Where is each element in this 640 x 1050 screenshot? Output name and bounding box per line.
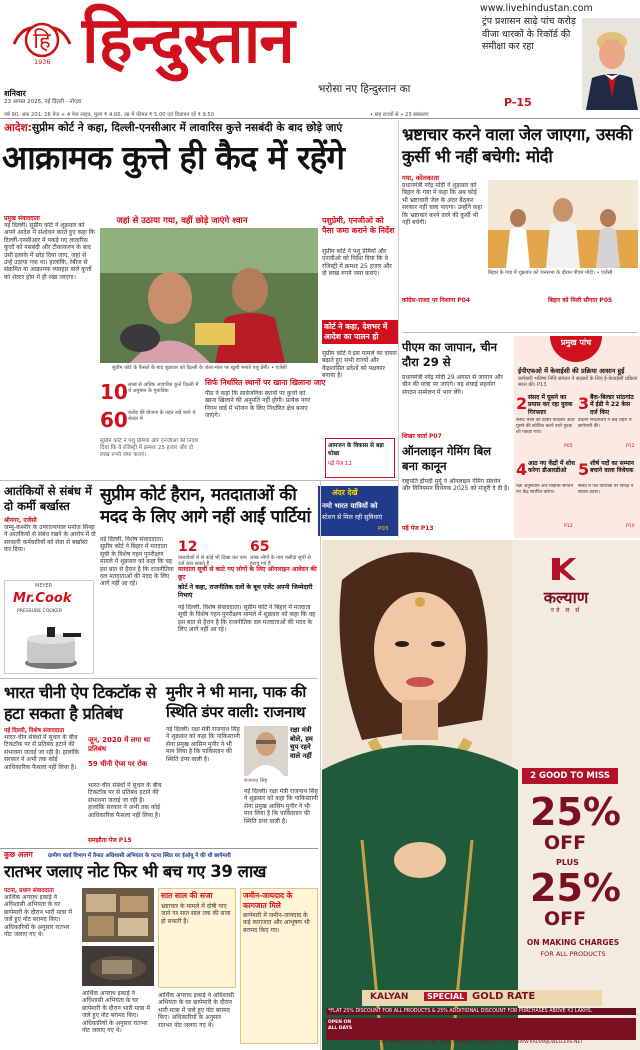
sc-stat1 (178, 536, 248, 567)
lead-byline: प्रमुख संवाददाता (4, 215, 40, 222)
lead-side-head: पशुप्रेमी, एनजीओ को पैसा जमा कराने के निर्देश (322, 216, 395, 235)
masthead (0, 0, 640, 109)
munir-body2: नई दिल्ली। रक्षा मंत्री राजनाथ सिंह ने शुक्रवार को कहा कि पाकिस्तानी सेना प्रमुख आसिम मुनीर ने भी मान लिया है कि पाकिस्तान की स्थिति डंपर वाली है। (244, 788, 318, 825)
lead-cont-col1 (100, 438, 200, 478)
kicker-label: आदेश: (4, 122, 32, 134)
kuch-alag-label: कुछ अलग (4, 850, 33, 859)
item-ref: P05 (564, 444, 573, 449)
left-story-headline[interactable]: आतंकियों से संबंध में दो कर्मी बर्खास्त (4, 484, 92, 513)
modi-refer[interactable]: कांग्रेस-राजद पर निशाना P04 (402, 297, 471, 304)
masthead-divider (0, 118, 640, 119)
pramukh-item-4[interactable] (516, 460, 576, 532)
kalyan-ad[interactable] (322, 540, 640, 1050)
pramukh-item-5[interactable] (578, 460, 638, 532)
mrcook-ad[interactable] (4, 580, 94, 674)
gaming-refer[interactable]: पढ़ें पेज P13 (402, 525, 434, 532)
china-bullet2: 59 चीनी ऐप्स पर रोक (88, 760, 148, 768)
china-bullet1: जून, 2020 में लगा था प्रतिबंध (88, 736, 150, 753)
info-line: वर्ष 90, अंक 201, 16 पेज + 4 पेज लाइव, मूल्य ₹ 4.00, उप्र में कीमत ₹ 5.00 एवं विज्ञापन दरें ₹ 9.50 (4, 112, 215, 118)
sc-stat1-number: 12 (178, 539, 198, 555)
day-label: शनिवार (4, 89, 26, 98)
kalyan-brand-sub: ज्वे ल र्स (550, 607, 582, 614)
item-body: संसद भवन की दीवार फांदकर अंदर घुसने की कोशिश करने वाले युवक को पकड़ा गया। (516, 418, 575, 435)
lead-cont-text: सुप्रीम कोर्ट ने पशु प्रेमियों और एनजीओ को निर्देश दिया कि वे रजिस्ट्री में क्रमशः 25 हजार और दो लाख रुपये जमा कराएं। (100, 438, 199, 458)
left-story-byline: श्रीनगर, एजेंसी (4, 517, 37, 524)
store-list (326, 1018, 636, 1040)
mrcook-brand: Mr.Cook (13, 591, 72, 606)
masthead-tagline: भरोसा नए हिन्दुस्तान का (318, 83, 411, 95)
gold-rate-banner (362, 990, 602, 1006)
offer-making: ON MAKING CHARGES (526, 938, 620, 947)
offer-plus: PLUS (556, 858, 579, 867)
sc-body: नई दिल्ली, विशेष संवाददाता। सुप्रीम कोर्ट ने बिहार में मतदाता सूची के विशेष गहन पुनरीक्षण मामले में शुक्रवार को कहा कि वह इस बात से हैरान है कि राजनीतिक दल मतदाताओं की मदद के लिए आगे नहीं आ रहे। (100, 536, 174, 588)
lead-side-body: सुप्रीम कोर्ट ने पशु प्रेमियों और एनजीओ को निर्देश दिया कि वे रजिस्ट्री में क्रमशः 25 हजार और दो लाख रुपये जमा कराएं। (322, 248, 392, 278)
item-head: आठ नए केंद्रों में शोध करेगा डीआरडीओ (528, 460, 575, 475)
kuch-box1[interactable] (158, 888, 236, 988)
pramukh-item-2[interactable] (516, 394, 576, 450)
website-url[interactable]: www.livehindustan.com (480, 3, 593, 14)
column-rule-1 (398, 120, 399, 538)
sc-headline[interactable]: सुप्रीम कोर्ट हैरान, मतदाताओं की मदद के लिए आगे नहीं आईं पार्टियां (100, 485, 311, 527)
open-label: OPEN ON ALL DAYS (328, 1020, 353, 1031)
item-head: बैंक-बिल्डर सांठगांठ में ईडी ने 22 केस दर्ज किए (590, 394, 634, 416)
footer-brand: KALYAN (370, 992, 409, 1002)
china-byline: नई दिल्ली, विशेष संवाददाता (4, 728, 65, 734)
info-right: • छह राज्यों से • 23 संस्करण (370, 112, 429, 118)
china-refer[interactable]: समझौता पेज P15 (88, 837, 132, 844)
logo-year: 1936 (34, 58, 51, 66)
kuch-box1-head: सात साल की सजा (161, 891, 213, 900)
lead-kicker[interactable] (4, 121, 396, 135)
item-number: 5 (578, 460, 590, 479)
kuch-box2-head: जमीन-जायदाद के कागजात मिले (243, 891, 293, 910)
kuch-box2-body: छापेमारी में जमीन-जायदाद के कई कागजात और आभूषण भी बरामद किए गए। (243, 912, 310, 934)
kuch-alag-headline[interactable]: रातभर जलाए नोट फिर भी बच गए 39 लाख (4, 862, 266, 881)
footer-rate: GOLD RATE (472, 991, 536, 1002)
modi-refer2[interactable]: बिहार को मिली सौगात P05 (548, 297, 613, 304)
kuch-alag-text: ग्रामीण कार्य विभाग में तैनात अधिशासी अभियंता के पटना स्थित घर ईओयू ने की थी छापेमारी (48, 853, 231, 859)
lead-side-head2: कोर्ट ने कहा, देशभर में आदेश का पालन हो (322, 320, 398, 344)
lead-body: नई दिल्ली। सुप्रीम कोर्ट ने शुक्रवार को अपने आदेश में संशोधन करते हुए कहा कि दिल्ली-एनसीआर में पकड़े गए लावारिस कुत्तों को नसबंदी और टीकाकरण के बाद उसी इलाके में छोड़ दिया जाए, जहां से उन्हें उठाया गया था। हालांकि, रेबीज से संक्रमित या आक्रामक व्यवहार वाले कुत्तों को शेल्टर होम में ही रखा जाएगा। (4, 222, 95, 281)
sc-stat2-number: 65 (250, 539, 270, 555)
row-rule-1 (0, 480, 398, 481)
munir-headline[interactable]: मुनीर ने भी माना, पाक की स्थिति डंपर वाली: राजनाथ (166, 683, 306, 721)
sc-stat2-text: लाख लोगों के नाम मसौदा सूची से हटाए गए हैं (250, 555, 311, 568)
footer-contact[interactable]: FOR MORE DETAILS, TOLL FREE NUMBER: 1800 425 7333 | WWW.KALYANJEWELLERS.NET (378, 1040, 584, 1045)
offer1-off: OFF (544, 832, 587, 854)
notes-photo-2 (82, 946, 154, 986)
stat2-number: 60 (100, 408, 128, 432)
pramukh-intro-body: कर्मचारी भविष्य निधि संगठन ने सदस्यों के लिए ई-केवाईसी प्रक्रिया सरल की। P13 (518, 376, 638, 389)
munir-body: नई दिल्ली। रक्षा मंत्री राजनाथ सिंह ने शुक्रवार को कहा कि पाकिस्तानी सेना प्रमुख आसिम मुनीर ने भी मान लिया है कि पाकिस्तान की स्थिति डंपर वाली है। (166, 726, 240, 763)
mrcook-brand-top: MEYER (35, 583, 53, 589)
offer1: 25% (530, 790, 621, 834)
burnt-notes-photo (82, 888, 154, 942)
rajnath-photo (244, 726, 288, 776)
offer2-off: OFF (544, 908, 587, 930)
horizontal-rule-1 (0, 678, 318, 679)
date-line: 23 अगस्त 2025, नई दिल्ली - नोएडा (4, 99, 82, 105)
sc-stat1-text: दस्तावेजों में से कोई भी दिखा कर नाम दर्ज करा सकते हैं (178, 555, 247, 568)
lead-box[interactable] (325, 438, 395, 478)
modi-body: प्रधानमंत्री नरेंद्र मोदी ने शुक्रवार को बिहार के गया में कहा कि अब कोई भी भ्रष्टाचारी जेल के अंदर बैठकर सरकार नहीं चला पाएगा। उन्होंने कहा कि भ्रष्टाचार करने वाले की कुर्सी भी नहीं बचेगी। (402, 182, 483, 227)
stat2-text: करोड़ की योजना के तहत रखे जाने थे शेल्टर में (128, 410, 196, 423)
andar-line2: स्टेशन से मिल रही सुविधाएं (322, 514, 383, 521)
gaming-body: राष्ट्रपति द्रौपदी मुर्मू ने ऑनलाइन गेमिंग संवर्धन और विनियमन विधेयक 2025 को मंजूरी दे दी है। (402, 478, 510, 493)
andar-line1: नमो भारत यात्रियों को (322, 502, 378, 510)
item-body: रक्षा अनुसंधान और विकास संगठन नए केंद्र स्थापित करेगा। (516, 484, 573, 495)
promo-text: ट्रंप प्रशासन साढ़े पांच करोड़ वीजा धारकों के रिकॉर्ड की समीक्षा कर रहा (482, 16, 576, 52)
lead-side-body2: सुप्रीम कोर्ट ने इस मामले का दायरा बढ़ाते हुए सभी राज्यों और केंद्रशासित प्रदेशों को पक्षकार बनाया है। (322, 350, 397, 380)
japan-refer[interactable]: शिखर वार्ता P07 (402, 433, 442, 440)
kuch-alag-body: आर्थिक अपराध इकाई ने अधिशासी अभियंता के घर छापेमारी के दौरान भारी मात्रा में जले हुए नोट बरामद किए। अधिकारियों के अनुसार रातभर नोट जलाए गए थे। (4, 894, 72, 939)
china-headline[interactable]: भारत चीनी ऐप टिकटॉक से हटा सकता है प्रतिबंध (4, 683, 157, 723)
modi-photo (488, 180, 638, 268)
stat1-number: 10 (100, 380, 128, 404)
lead-photo-caption: सुप्रीम कोर्ट के फैसले के बाद शुक्रवार को दिल्ली के जंतर-मंतर पर खुशी मनाते पशु प्रेमी। • एजेंसी (112, 365, 287, 371)
left-story-body: जम्मू-कश्मीर के उपराज्यपाल मनोज सिन्हा ने आतंकियों से संबंध रखने के आरोप में दो सरकारी कर्मचारियों को सेवा से बर्खास्त कर दिया। (4, 524, 96, 554)
lead-headline[interactable]: आक्रामक कुत्ते ही कैद में रहेंगे (2, 138, 345, 177)
promo-page: P-15 (504, 96, 532, 109)
footer-special: SPECIAL (424, 992, 467, 1001)
offer-for-all: FOR ALL PRODUCTS (540, 950, 606, 958)
kuch-alag-byline: पटना, प्रधान संवाददाता (4, 888, 54, 894)
sc-body2: नई दिल्ली, विशेष संवाददाता। सुप्रीम कोर्ट ने बिहार में मतदाता सूची के विशेष गहन पुनरीक्षण मामले में शुक्रवार को कहा कि वह इस बात से हैरान है कि राजनीतिक दल मतदाताओं की मदद के लिए आगे नहीं आ रहे। (178, 604, 316, 634)
item-number: 2 (516, 394, 528, 413)
column-rule-2 (320, 480, 321, 1050)
fine-print: *FLAT 25% DISCOUNT FOR ALL PRODUCTS & 25% ADDITIONAL DISCOUNT FOR PURCHASES ABOVE ₹2 LAKHS. (326, 1008, 636, 1015)
lead-box-line2: पढ़ें पेज 12 (328, 461, 352, 467)
japan-headline[interactable]: पीएम का जापान, चीन दौरा 29 से (402, 340, 498, 369)
item-body: संसद में पेश विधेयक पर विपक्ष ने सवाल उठाए। (578, 484, 634, 495)
modi-divider (402, 332, 638, 333)
lead-photo (100, 228, 318, 363)
modi-headline[interactable]: भ्रष्टाचार करने वाला जेल जाएगा, उसकी कुर्सी भी नहीं बचेगी: मोदी (402, 125, 633, 166)
sc-stat2 (250, 536, 318, 567)
kuch-box2[interactable] (240, 888, 318, 1044)
newspaper-logo (10, 10, 74, 76)
item-ref: P10 (626, 524, 635, 529)
lead-mid-head: सिर्फ निर्धारित स्थानों पर खाना खिलाना जाए (205, 378, 326, 387)
modi-photo-caption: बिहार के गया में शुक्रवार को जनसभा के दौरान पीएम मोदी। • एजेंसी (488, 270, 613, 276)
svg-text:हि: हि (33, 29, 51, 54)
promo-box[interactable] (480, 16, 640, 114)
kicker-text: सुप्रीम कोर्ट ने कहा, दिल्ली-एनसीआर में लावारिस कुत्ते नसबंदी के बाद छोड़े जाएं (31, 122, 343, 134)
kuch-alag-body3: आर्थिक अपराध इकाई ने अधिशासी अभियंता के घर छापेमारी के दौरान भारी मात्रा में जले हुए नोट बरामद किए। अधिकारियों के अनुसार रातभर नोट जलाए गए थे। (158, 992, 234, 1029)
china-body: भारत-चीन संबंधों में सुधार के बीच टिकटॉक पर से प्रतिबंध हटाने की संभावना जताई जा रही है। हालांकि सरकार ने अभी तक कोई आधिकारिक फैसला नहीं लिया है। (4, 734, 80, 771)
modi-byline: गया, कोलकाता (402, 174, 439, 182)
china-body2: भारत-चीन संबंधों में सुधार के बीच टिकटॉक पर से प्रतिबंध हटाने की संभावना जताई जा रही है। हालांकि सरकार ने अभी तक कोई आधिकारिक फैसला नहीं लिया है। (88, 782, 162, 819)
andar-ref: P03 (378, 526, 389, 532)
item-ref: P12 (564, 524, 573, 529)
mrcook-sub: PRESSURE COOKER (17, 609, 63, 614)
trump-photo (582, 18, 640, 110)
kalyan-logo-icon (548, 554, 578, 584)
sc-bullet1: मतदाता सूची से काटे गए लोगों के लिए ऑनलाइन आवेदन की छूट (178, 566, 317, 581)
japan-body: प्रधानमंत्री नरेंद्र मोदी 29 अगस्त से जापान और चीन की यात्रा पर जाएंगे। वह शंघाई सहयोग संगठन सम्मेलन में भाग लेंगे। (402, 374, 503, 396)
cooker-icon (19, 619, 83, 671)
lead-mid-body: पीठ ने कहा कि सार्वजनिक स्थानों पर कुत्तों को खाना खिलाने की अनुमति नहीं होगी। प्रत्येक नगर निगम वार्ड में भोजन के लिए निर्धारित क्षेत्र बनाए जाएंगे। (205, 390, 311, 420)
item-head: संसद में घुसने का प्रयास कर रहा युवक गिरफ्तार (528, 394, 573, 416)
kuch-box1-body: भ्रष्टाचार के मामले में दोषी पाए जाने पर सात साल तक की सजा हो सकती है। (161, 903, 231, 925)
kalyan-brand: कल्याण (543, 588, 589, 607)
lead-box-line1: आमजन के विकास से बड़ा धोखा (328, 443, 384, 457)
gaming-headline[interactable]: ऑनलाइन गेमिंग बिल बना कानून (402, 444, 492, 473)
pramukh-title: प्रमुख पांच (550, 336, 602, 362)
andar-box[interactable] (318, 486, 398, 536)
item-number: 4 (516, 460, 528, 479)
pramukh-item-3[interactable] (578, 394, 638, 450)
item-body: प्रवर्तन निदेशालय ने कई शहरों में छापेमारी की। (578, 418, 632, 429)
kuch-alag-body2: आर्थिक अपराध इकाई ने अधिशासी अभियंता के घर छापेमारी के दौरान भारी मात्रा में जले हुए नोट बरामद किए। अधिकारियों के अनुसार रातभर नोट जलाए गए थे। (82, 990, 150, 1035)
item-ref: P12 (626, 444, 635, 449)
munir-quote: रक्षा मंत्री बोले, हम चुप रहने वाले नहीं (290, 726, 313, 760)
sc-bullet2: कोर्ट ने कहा, राजनीतिक दलों के बूथ एजेंट अपनी जिम्मेदारी निभाएं (178, 584, 313, 599)
offer2: 25% (530, 866, 621, 910)
munir-quote-author: राजनाथ सिंह (244, 778, 268, 784)
andar-title: अंदर देखें (332, 488, 358, 497)
offer-badge: 2 GOOD TO MISS (522, 768, 618, 784)
item-number: 3 (578, 394, 590, 413)
stat1-text: लाख से अधिक लावारिस कुत्ते दिल्ली में थे अनुमान के मुताबिक (128, 382, 199, 395)
kuch-alag-bar (0, 848, 318, 860)
lead-photo-banner: जहां से उठाया गया, वहीं छोड़े जाएंगे श्वान (116, 216, 248, 226)
pramukh-intro[interactable]: ईपीएफओ में केवाईसी की प्रक्रिया आसान हुई (518, 367, 625, 375)
item-head: शीर्ष पदों का सम्मान बचाने वाला विधेयक (590, 460, 635, 475)
masthead-title[interactable]: हिन्दुस्तान (82, 4, 294, 78)
